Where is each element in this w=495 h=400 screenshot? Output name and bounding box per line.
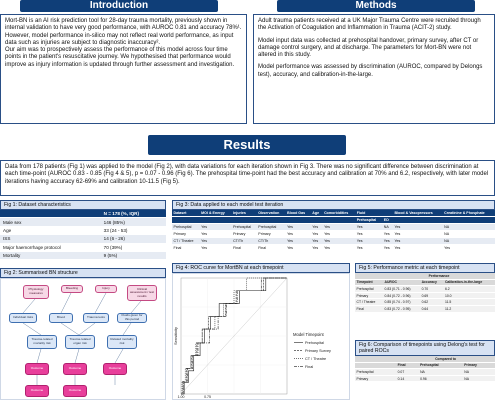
- table-row: [355, 292, 495, 299]
- fig3-subheader-cell: [172, 217, 200, 224]
- table-cell: Yes: [393, 231, 443, 238]
- fig6-group-header: Compared to: [396, 356, 495, 362]
- methods-heading: Methods: [277, 0, 475, 12]
- intro-heading: Introduction: [20, 0, 218, 12]
- y-axis-label: Sensitivity: [173, 326, 178, 346]
- node-injury: Injury: [95, 285, 117, 293]
- table-cell: Prehospital: [257, 224, 286, 231]
- table-cell: Yes: [311, 238, 323, 245]
- table-cell: Yes: [323, 238, 356, 245]
- fig3-table: [172, 210, 495, 252]
- methods-paragraph-2: Model input data was collected at prehospital handover, primary survey, after CT or damage control surgery, and at discharge. The parameters for Mort-BN were not altered in this study.: [258, 37, 479, 59]
- edge: [23, 299, 35, 313]
- table-cell: NA: [419, 369, 463, 376]
- node-outcome-4: Outcome: [25, 385, 49, 397]
- table-cell: 146 (85%): [101, 218, 166, 226]
- table-cell: Yes: [382, 238, 393, 245]
- edge: [123, 323, 131, 335]
- table-row: [172, 231, 495, 238]
- table-cell: Yes: [200, 231, 232, 238]
- table-cell: Yes: [286, 245, 311, 252]
- edge: [95, 293, 106, 313]
- table-cell: 11.5: [443, 299, 495, 306]
- table-row: [172, 224, 495, 231]
- table-cell: Yes: [355, 224, 382, 231]
- table-cell: CT / Theatre: [355, 299, 383, 306]
- fig3-header-cell: Fluid: [355, 210, 393, 217]
- fig3-header-cell: Comorbidities: [323, 210, 356, 217]
- legend-label: Final: [305, 365, 314, 369]
- table-cell: 6.2: [443, 286, 495, 293]
- fig5-table: [355, 273, 495, 313]
- intro-paragraph-2: Our aim was to prospectively assess the performance of this model across four time points in the patient's resuscitative journey. We hypothesised that performance would improve as injury information is updated through further assessment and investigation.: [5, 47, 235, 68]
- table-cell: 0.83 (0.72 - 0.95): [383, 305, 420, 312]
- node-blood: Blood: [49, 313, 73, 323]
- fig6-header-cell: Final: [396, 362, 418, 369]
- table-cell: 0.14: [396, 375, 418, 382]
- table-row: [0, 235, 166, 243]
- fig6-title: Fig 6: Comparison of timepoints using Delong's test for paired ROCs: [355, 340, 495, 356]
- table-cell: NA: [382, 224, 393, 231]
- table-row: [0, 243, 166, 251]
- table-cell: ISS: [0, 235, 101, 243]
- table-cell: NA: [443, 224, 495, 231]
- table-cell: Final: [257, 245, 286, 252]
- table-cell: Major haemorrhage protocol: [0, 243, 101, 251]
- node-outcome-3: Outcome: [103, 363, 127, 375]
- table-cell: Primary: [355, 292, 383, 299]
- fig5-group-header: Performance: [383, 273, 495, 279]
- node-trauma-tests: Trauma tests: [83, 313, 109, 323]
- fig3-header-cell: Blood Gas: [286, 210, 311, 217]
- edge: [61, 293, 71, 313]
- table-cell: Final: [355, 305, 383, 312]
- fig1-title: Fig 1: Dataset characteristics: [0, 200, 166, 210]
- table-cell: 11.2: [443, 305, 495, 312]
- fig1-table-wrap: [0, 210, 166, 260]
- fig3-subheader-cell: [311, 217, 323, 224]
- table-cell: Yes: [200, 224, 232, 231]
- fig3-table-wrap: [172, 210, 495, 252]
- table-cell: 70 (39%): [101, 243, 166, 251]
- x-tick-label: 0.75: [204, 395, 211, 399]
- edge: [131, 301, 141, 313]
- node-clinical: Clinical assessment / test results: [127, 285, 157, 301]
- edge: [61, 323, 79, 335]
- methods-paragraph-1: Adult trauma patients received at a UK Major Trauma Centre were recruited through the Activation of Coagulation and Inflammation in Trauma (ACIT-2) study.: [258, 18, 481, 32]
- table-cell: 0.07: [396, 369, 418, 376]
- fig5-header-cell: Calibration-in-the-large: [443, 279, 495, 286]
- fig3-subheader-cell: [200, 217, 232, 224]
- table-cell: 10.0: [443, 292, 495, 299]
- fig3-header-cell: MOI & Energy: [200, 210, 232, 217]
- node-bleeding: Bleeding: [61, 285, 83, 293]
- results-summary: Data from 178 patients (Fig 1) was applied to the model (Fig 2), with data variations for each iteration shown in Fig 3. There was no significant difference between discrimination at each time-point (AUROC 0.83 - 0.85 (Fig 4 & 5), p = 0.07 - 0.96 (Fig 6). The prehospital time-point had the best accuracy and calibration at 70% and 6.2, respectively, with later model iterations having accuracy 62-69% and calibration 10-11.5 (Fig 5).: [0, 160, 495, 196]
- node-outcome-1: Outcome: [25, 363, 49, 375]
- table-cell: Age: [0, 226, 101, 234]
- fig5-table-wrap: [355, 273, 495, 313]
- table-cell: 33 (24 - 53): [101, 226, 166, 234]
- fig6-header-cell: Primary: [463, 362, 495, 369]
- fig2-title: Fig 2: Summarised BN structure: [0, 268, 166, 278]
- fig6-header-cell: [355, 362, 396, 369]
- table-cell: Yes: [355, 231, 382, 238]
- table-row: [355, 299, 495, 306]
- table-cell: Prehospital: [172, 224, 200, 231]
- table-cell: Yes: [393, 224, 443, 231]
- fig3-header-cell: Age: [311, 210, 323, 217]
- fig1-header-cell: [0, 210, 101, 218]
- table-cell: Yes: [286, 224, 311, 231]
- table-cell: CT/Th: [232, 238, 257, 245]
- table-cell: NA: [443, 238, 495, 245]
- edge: [23, 323, 41, 335]
- legend-label: Primary Survey: [305, 349, 331, 353]
- x-tick-label: 1.00: [177, 395, 185, 399]
- fig3-subheader-cell: Prehospital: [355, 217, 382, 224]
- table-cell: 0.69: [420, 292, 443, 299]
- table-cell: Primary: [257, 231, 286, 238]
- fig3-subheader-cell: [443, 217, 495, 224]
- table-row: [172, 238, 495, 245]
- table-cell: Yes: [382, 231, 393, 238]
- table-cell: Mortality: [0, 251, 101, 259]
- edge: [37, 349, 41, 363]
- edge: [75, 349, 79, 363]
- fig1-header-cell: N = 178 (%, IQR): [101, 210, 166, 218]
- node-physiology: Physiology measures: [23, 285, 49, 299]
- table-cell: 0.96: [419, 375, 463, 382]
- edge: [79, 323, 95, 335]
- results-heading: Results: [148, 135, 346, 155]
- table-cell: 0.83 (0.71 - 0.96): [383, 286, 420, 293]
- edge: [115, 349, 123, 363]
- fig3-subheader-cell: [232, 217, 257, 224]
- methods-paragraph-3: Model performance was assessed by discrimination (AUROC, compared by Delongs test), accuracy, and calibration-in-the-large.: [258, 64, 483, 78]
- table-cell: Yes: [311, 224, 323, 231]
- fig3-header-cell: Dataset: [172, 210, 200, 217]
- table-cell: NA: [463, 375, 495, 382]
- fig4-chart: [172, 273, 350, 400]
- table-cell: Yes: [323, 231, 356, 238]
- node-outcome-2: Outcome: [63, 363, 87, 375]
- table-cell: CT/Th: [257, 238, 286, 245]
- table-cell: Male sex: [0, 218, 101, 226]
- table-cell: Yes: [200, 238, 232, 245]
- table-cell: Yes: [443, 245, 495, 252]
- table-row: [172, 245, 495, 252]
- fig3-subheader-cell: [286, 217, 311, 224]
- table-cell: Prehospital: [355, 286, 383, 293]
- table-cell: Yes: [323, 224, 356, 231]
- node-outcome-5: Outcome: [63, 385, 87, 397]
- fig1-table: [0, 210, 166, 260]
- table-cell: Final: [172, 245, 200, 252]
- table-cell: NA: [463, 369, 495, 376]
- table-cell: Yes: [355, 238, 382, 245]
- table-cell: Yes: [286, 238, 311, 245]
- intro-box: [0, 14, 247, 124]
- roc-chart-svg: [173, 274, 349, 399]
- table-cell: Primary: [172, 231, 200, 238]
- table-row: [0, 218, 166, 226]
- table-cell: 14 (6 - 26): [101, 235, 166, 243]
- table-cell: Yes: [200, 245, 232, 252]
- table-row: [0, 226, 166, 234]
- fig5-title: Fig 5: Performance metric at each timepoint: [355, 263, 495, 273]
- fig3-body: [172, 224, 495, 252]
- table-cell: Yes: [323, 245, 356, 252]
- table-row: [355, 375, 495, 382]
- table-cell: 0.62: [420, 299, 443, 306]
- fig5-header-cell: Accuracy: [420, 279, 443, 286]
- legend-label: Prehospital: [305, 341, 324, 345]
- table-cell: 0.64: [420, 305, 443, 312]
- node-trauma-mortality-risk: Trauma-related mortality risk: [27, 335, 57, 349]
- table-cell: Yes: [382, 245, 393, 252]
- table-row: [355, 305, 495, 312]
- table-cell: Yes: [311, 231, 323, 238]
- node-trauma-organ-risk: Trauma-related organ risk: [65, 335, 95, 349]
- table-cell: Yes: [393, 245, 443, 252]
- table-cell: 9 (5%): [101, 251, 166, 259]
- fig5-header-cell: Timepoint: [355, 279, 383, 286]
- table-cell: Prehospital: [232, 224, 257, 231]
- fig3-header-cell: Creatinine & Phosphate: [443, 210, 495, 217]
- fig6-table-wrap: [355, 356, 495, 382]
- fig2-diagram: [0, 278, 166, 400]
- fig3-subheader-cell: [323, 217, 356, 224]
- table-cell: Yes: [286, 231, 311, 238]
- fig3-subheader-cell: [393, 217, 443, 224]
- methods-box: [253, 14, 495, 124]
- fig5-header-cell: AUROC: [383, 279, 420, 286]
- fig3-header-cell: Blood & Vasopressors: [393, 210, 443, 217]
- fig6-table: [355, 356, 495, 382]
- table-row: [0, 251, 166, 259]
- table-cell: Final: [232, 245, 257, 252]
- fig3-header-cell: Injuries: [232, 210, 257, 217]
- legend-title: Model Timepoint: [293, 332, 324, 337]
- table-cell: Yes: [355, 245, 382, 252]
- table-row: [355, 286, 495, 293]
- table-cell: Primary: [355, 375, 396, 382]
- table-cell: Primary: [232, 231, 257, 238]
- legend: [294, 341, 331, 369]
- fig4-title: Fig 4: ROC curve for MortBN at each timepoint: [172, 263, 350, 273]
- table-cell: 0.85 (0.74 - 0.97): [383, 299, 420, 306]
- table-cell: 0.70: [420, 286, 443, 293]
- table-cell: 0.84 (0.72 - 0.96): [383, 292, 420, 299]
- table-row: [355, 369, 495, 376]
- table-cell: Yes: [393, 238, 443, 245]
- table-cell: Prehospital: [355, 369, 396, 376]
- node-related-mortality-risk: Related mortality risk: [107, 335, 137, 349]
- table-cell: CT / Theatre: [172, 238, 200, 245]
- table-cell: NA: [443, 231, 495, 238]
- fig3-subheader-cell: ED: [382, 217, 393, 224]
- node-individual-risks: Individual risks: [9, 313, 37, 323]
- intro-paragraph-1: Mort-BN is an AI risk prediction tool for 28-day trauma mortality, previously shown in internal validation to have very good performance, with AUROC 0.81 and accuracy 78%¹. However, model performance in-silico may not reflect real world performance, as input data such as injuries are subject to diagnostic inaccuracy².: [5, 18, 242, 46]
- table-cell: Yes: [311, 245, 323, 252]
- node-fluids: Fluids given for this period: [117, 313, 147, 323]
- legend-label: CT / Theatre: [305, 357, 327, 361]
- fig3-subheader-cell: [257, 217, 286, 224]
- fig6-header-cell: Prehospital: [419, 362, 463, 369]
- fig3-header-cell: Observation: [257, 210, 286, 217]
- fig3-title: Fig 3: Data applied to each model test iteration: [172, 200, 495, 210]
